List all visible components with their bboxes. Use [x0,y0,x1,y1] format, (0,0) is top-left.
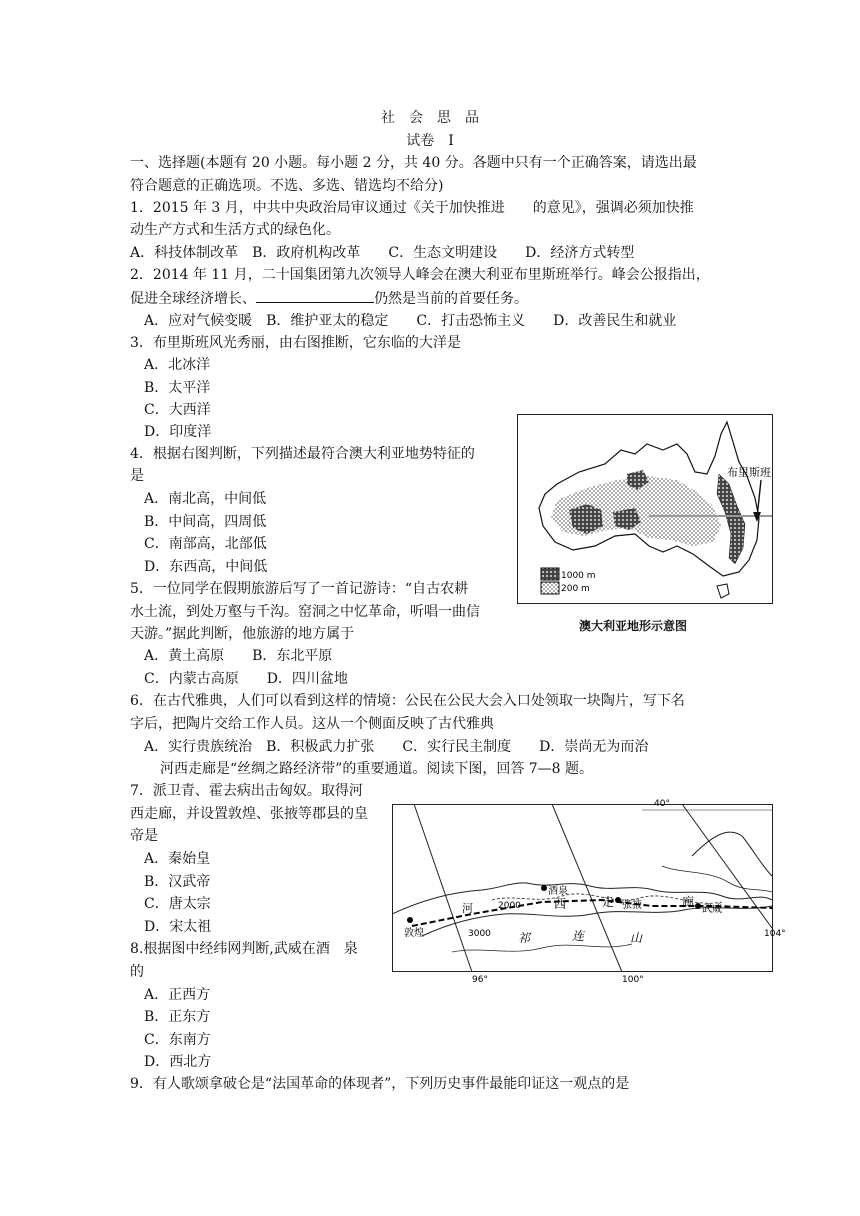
q8-stem-line2: 的 [130,964,144,980]
legend-200m: 200 m [561,584,590,594]
lon-104: 104° [764,929,786,939]
city-wuwei: 武威 [702,904,722,915]
q1-stem-line2: 动生产方式和生活方式的绿色化。 [130,222,340,238]
q2-text-a: 促进全球经济增长、 [130,291,256,307]
elevation-3000: 3000 [468,929,491,939]
label-qi: 祁 [518,931,531,945]
city-dunhuang: 敦煌 [404,928,424,939]
elevation-2000: 2000 [498,901,521,911]
q2-text-b: 仍然是当前的首要任务。 [374,291,528,307]
q7-stem-line1: 7．派卫青、霍去病出击匈奴。取得河 [130,783,363,799]
paper-label: 试卷 I [406,133,454,149]
q7-option-d: D．宋太祖 [144,919,212,935]
city-zhangye: 张掖 [622,900,642,911]
q8-option-a: A．正西方 [144,987,211,1003]
q3-option-d: D．印度洋 [144,424,212,440]
page-title: 社 会 思 品 [381,110,479,126]
label-shan: 山 [630,931,643,945]
q6-options: A．实行贵族统治 B．积极武力扩张 C．实行民主制度 D．崇尚无为而治 [144,739,649,755]
q7-option-a: A．秦始皇 [144,851,211,867]
q3-option-b: B．太平洋 [144,380,211,396]
q2-stem-line2 [130,288,528,309]
australia-map-caption: 澳大利亚地形示意图 [579,619,688,633]
q8-stem-line1: 8.根据图中经纬网判断,武威在酒 泉 [130,941,358,957]
lat-40: 40° [654,799,670,809]
q7-option-b: B．汉武帝 [144,874,211,890]
q6-stem-line1: 6．在古代雅典，人们可以看到这样的情境：公民在公民大会入口处领取一块陶片，写下名 [130,693,685,709]
q8-option-d: D．西北方 [144,1054,212,1070]
q5-options-line2: C．内蒙古高原 D．四川盆地 [144,671,348,687]
australia-terrain-map [517,414,773,604]
q8-option-b: B．正东方 [144,1009,211,1025]
brisbane-label: 布里斯班 [727,466,771,479]
label-zou: 走 [602,895,615,909]
q3-stem: 3．布里斯班风光秀丽，由右图推断，它东临的大洋是 [130,335,461,351]
q1-options: A．科技体制改革 B．政府机构改革 C．生态文明建设 D．经济方式转型 [130,245,635,261]
q5-stem-line1: 5．一位同学在假期旅游后写了一首记游诗：“自古农耕 [130,581,469,597]
q4-option-b: B．中间高，四周低 [144,514,267,530]
q3-option-a: A．北冰洋 [144,357,211,373]
q7-stem-line3: 帝是 [130,828,158,844]
q4-option-c: C．南部高，北部低 [144,536,267,552]
intro-q7-q8: 河西走廊是“丝绸之路经济带”的重要通道。阅读下图，回答 7—8 题。 [160,761,594,777]
label-xi: 西 [554,897,567,911]
q4-option-d: D．东西高，中间低 [144,559,268,575]
q7-option-c: C．唐太宗 [144,896,211,912]
q8-option-c: C．东南方 [144,1032,211,1048]
q7-stem-line2: 西走廊，并设置敦煌、张掖等郡县的皇 [130,806,368,822]
lon-96: 96° [472,975,488,982]
q1-stem-line1: 1．2015 年 3 月，中共中央政治局审议通过《关于加快推进 的意见》，强调必须加快推 [130,200,694,216]
section-instructions-line2: 符合题意的正确选项。不选、多选、错选均不给分) [130,178,444,194]
q5-stem-line3: 天游。”据此判断，他旅游的地方属于 [130,626,355,642]
q5-options-line1: A．黄土高原 B．东北平原 [144,648,333,664]
q6-stem-line2: 字后，把陶片交给工作人员。这从一个侧面反映了古代雅典 [130,716,494,732]
q9-stem-line1: 9．有人歌颂拿破仑是“法国革命的体现者”，下列历史事件最能印证这一观点的是 [130,1076,630,1092]
lon-100: 100° [622,975,644,982]
q2-options: A．应对气候变暖 B．维护亚太的稳定 C．打击恐怖主义 D．改善民生和就业 [144,313,677,329]
hexi-corridor-map [392,796,788,982]
q4-option-a: A．南北高，中间低 [144,491,267,507]
q5-stem-line2: 水土流，到处万壑与千沟。窑洞之中忆革命，听唱一曲信 [130,604,480,620]
answer-blank [256,288,374,303]
q3-option-c: C．大西洋 [144,402,211,418]
section-instructions-line1: 一、选择题(本题有 20 小题。每小题 2 分，共 40 分。各题中只有一个正确答案，请选出最 [130,155,697,171]
label-lang: 廊 [682,895,695,909]
q4-stem-line2: 是 [130,468,144,484]
q4-stem-line1: 4．根据右图判断，下列描述最符合澳大利亚地势特征的 [130,446,475,462]
label-lian: 连 [572,929,585,943]
label-he: 河 [462,902,473,915]
city-jiuquan: 酒泉 [548,886,568,897]
legend-1000m: 1000 m [561,571,596,581]
q2-stem-line1: 2．2014 年 11 月，二十国集团第九次领导人峰会在澳大利亚布里斯班举行。峰会公报指出， [130,267,710,283]
